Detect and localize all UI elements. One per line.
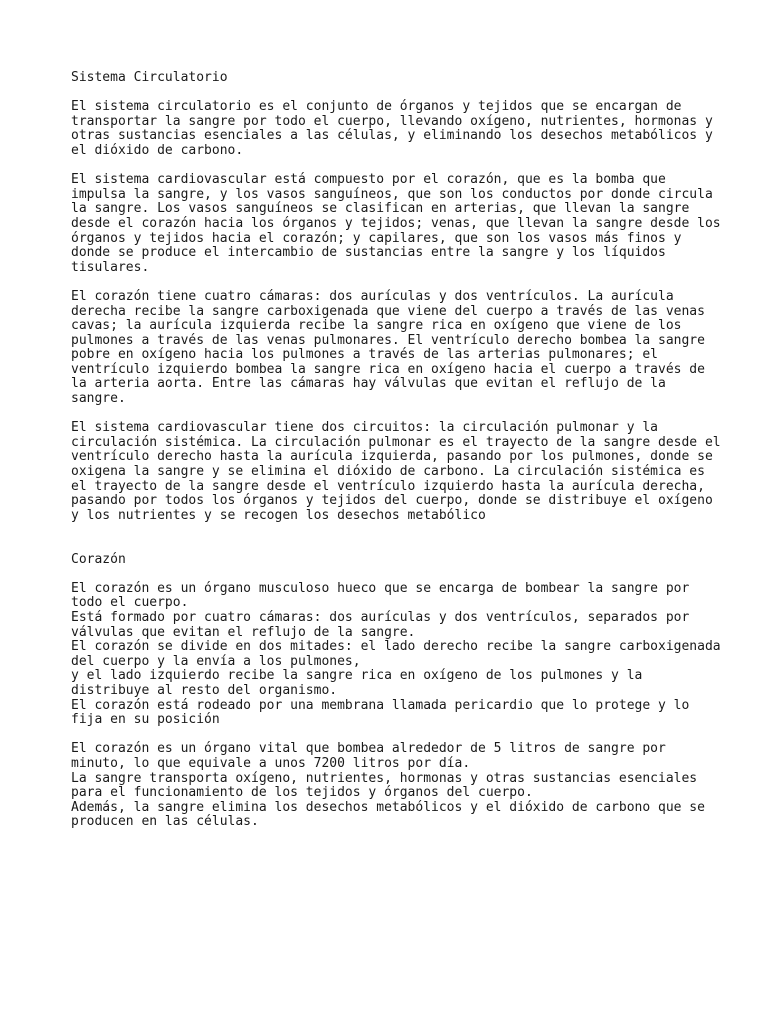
paragraph-3 [71,290,703,407]
text-line: El corazón tiene cuatro cámaras: dos aurículas y dos ventrículos. La aurícula [71,288,674,304]
text-line: y los nutrientes y se recogen los desechos metabólico [71,507,486,523]
text-line: El corazón se divide en dos mitades: el lado derecho recibe la sangre carboxigenada [71,639,721,655]
text-line: El sistema cardiovascular está compuesto por el corazón, que es la bomba que [71,172,666,188]
text-line: Además, la sangre elimina los desechos metabólicos y el dióxido de carbono que se [71,799,705,815]
paragraph-5 [71,580,721,728]
text-line: desde el corazón hacia los órganos y tejidos; venas, que llevan la sangre desde los [71,215,721,231]
document-page [71,70,721,830]
section-title-corazon [71,553,703,568]
text-line: ventrículo izquierdo bombea la sangre rica en oxígeno hacia el cuerpo a través de [71,361,705,377]
text-line: el dióxido de carbono. [71,142,244,158]
text-line: cavas; la aurícula izquierda recibe la sangre rica en oxígeno que viene de los [71,318,682,334]
text-line: impulsa la sangre, y los vasos sanguíneos, que son los conductos por donde circula [71,186,713,202]
text-line: del cuerpo y la envía a los pulmones, [71,653,361,669]
text-line: válvulas que evitan el reflujo de la sangre. [71,624,416,640]
text-line: transportar la sangre por todo el cuerpo, llevando oxígeno, nutrientes, hormonas y [71,113,713,129]
paragraph-4 [71,420,721,523]
text-line: El corazón es un órgano musculoso hueco que se encarga de bombear la sangre por [71,580,690,596]
paragraph-2 [71,172,721,275]
text-line: otras sustancias esenciales a las células, y eliminando los desechos metabólicos y [71,128,713,144]
text-line: oxigena la sangre y se elimina el dióxido de carbono. La circulación sistémica es [71,464,705,480]
text-line: la arteria aorta. Entre las cámaras hay válvulas que evitan el reflujo de la [71,376,666,392]
text-line: derecha recibe la sangre carboxigenada que viene del cuerpo a través de las venas [71,303,705,319]
text-line: El corazón está rodeado por una membrana llamada pericardio que lo protege y lo [71,697,690,713]
text-line: tisulares. [71,259,150,275]
paragraph-6 [71,742,703,830]
text-line: producen en las células. [71,814,259,830]
heading-line: Corazón [71,551,126,567]
text-line: todo el cuerpo. [71,595,189,611]
text-line: y el lado izquierdo recibe la sangre rica en oxígeno de los pulmones y la [71,668,643,684]
text-line: pulmones a través de las venas pulmonares. El ventrículo derecho bombea la sangre [71,332,705,348]
text-line: órganos y tejidos hacia el corazón; y capilares, que son los vasos más finos y [71,230,682,246]
text-line: la sangre. Los vasos sanguíneos se clasifican en arterias, que llevan la sangre [71,201,690,217]
heading-line: Sistema Circulatorio [71,70,228,85]
text-line: minuto, lo que equivale a unos 7200 litros por día. [71,755,471,771]
text-line: distribuye al resto del organismo. [71,682,338,698]
text-line: Está formado por cuatro cámaras: dos aurículas y dos ventrículos, separados por [71,609,690,625]
text-line: el trayecto de la sangre desde el ventrículo izquierdo hasta la aurícula derecha, [71,478,705,494]
text-line: sangre. [71,391,126,407]
text-line: El sistema circulatorio es el conjunto de órganos y tejidos que se encargan de [71,99,682,115]
text-line: pasando por todos los órganos y tejidos del cuerpo, donde se distribuye el oxígeno [71,493,713,509]
paragraph-1 [71,99,713,158]
text-line: El corazón es un órgano vital que bombea alrededor de 5 litros de sangre por [71,741,666,757]
text-line: fija en su posición [71,712,220,728]
text-line: circulación sistémica. La circulación pulmonar es el trayecto de la sangre desde el [71,434,721,450]
text-line: ventrículo derecho hasta la aurícula izquierda, pasando por los pulmones, donde se [71,449,713,465]
text-line: La sangre transporta oxígeno, nutrientes, hormonas y otras sustancias esenciales [71,770,698,786]
text-line: donde se produce el intercambio de sustancias entre la sangre y los líquidos [71,245,666,261]
text-line: para el funcionamiento de los tejidos y órganos del cuerpo. [71,785,533,801]
text-line: pobre en oxígeno hacia los pulmones a través de las arterias pulmonares; el [71,347,658,363]
section-title-sistema-circulatorio [71,71,703,86]
text-line: El sistema cardiovascular tiene dos circuitos: la circulación pulmonar y la [71,420,658,436]
